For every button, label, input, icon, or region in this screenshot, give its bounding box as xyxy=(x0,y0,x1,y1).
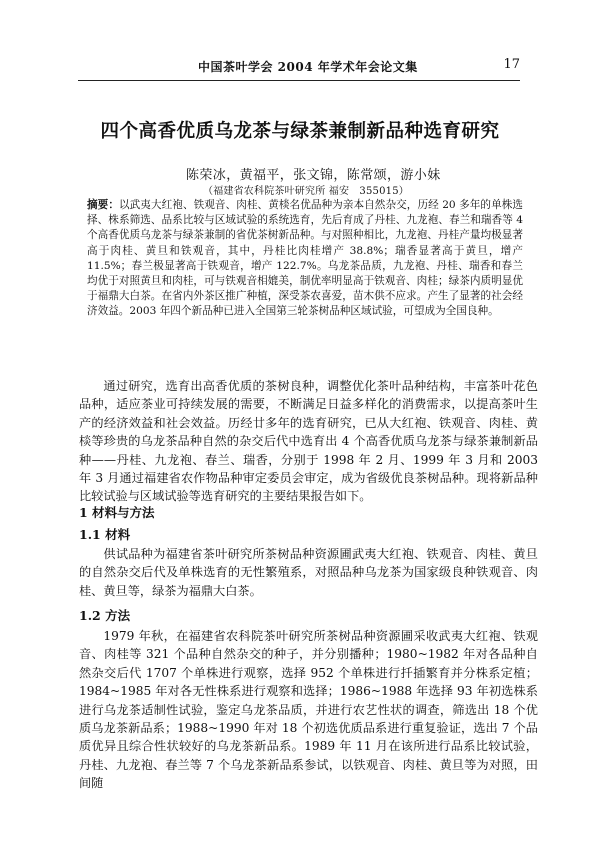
abstract-label: 摘要： xyxy=(87,199,119,211)
intro-paragraph: 通过研究，选育出高香优质的茶树良种，调整优化茶叶品种结构，丰富茶叶花色品种，适应茶业可持续发展的需要，不断满足日益多样化的消费需求，以提高茶叶生产的经济效益和社会效益。历经廿多年的选育研究，已从大红袍、铁观音、肉桂、黄棪等珍贵的乌龙茶品种自然的杂交后代中选育出 4 个高香优质乌龙茶与绿茶兼制新品种——丹桂、九龙袍、春兰、瑞香，分别于 1998 年 2 月、1999 年 3 月和 2003 年 3 月通过福建省农作物品种审定委员会审定，成为省级优良茶树品种。现将新品种比较试验与区域试验等选育研究的主要结果报告如下。 xyxy=(79,379,538,504)
abstract xyxy=(87,198,523,320)
page-number: 17 xyxy=(503,57,520,72)
paper-title: 四个高香优质乌龙茶与绿茶兼制新品种选育研究 xyxy=(100,121,500,142)
running-header xyxy=(78,58,520,81)
author-list: 陈荣冰，黄福平，张文锦，陈常颂，游小妹 xyxy=(186,168,441,183)
section-heading-materials-methods: 1 材料与方法 xyxy=(79,505,155,520)
subsection-heading-methods: 1.2 方法 xyxy=(79,608,131,623)
affiliation: （福建省农科院茶叶研究所 福安 355015） xyxy=(203,186,409,197)
methods-paragraph: 1979 年秋，在福建省农科院茶叶研究所茶树品种资源圃采收武夷大红袍、铁观音、肉桂等 321 个品种自然杂交的种子，并分别播种；1980~1982 年对各品种自然杂交后代 1707 个单株进行观察，选择 952 个单株进行扦插繁育并分株系定植；1984~1985 年对各无性株系进行观察和选择；1986~1988 年选择 93 年初选株系进行乌龙茶适制性试验，鉴定乌龙茶品质，并进行农艺性状的调查，筛选出 18 个优质乌龙茶新品系；1988~1990 年对 18 个初选优质品系进行重复验证，选出 7 个品质优异且综合性状较好的乌龙茶新品系。1989 年 11 月在该所进行品系比较试验，丹桂、九龙袍、春兰等 7 个乌龙茶新品系参试，以铁观音、肉桂、黄旦等为对照，田间随 xyxy=(79,629,538,791)
subsection-heading-materials: 1.1 材料 xyxy=(79,527,131,542)
abstract-text: 以武夷大红袍、铁观音、肉桂、黄棪名优品种为亲本自然杂交，历经 20 多年的单株选择、株系筛选、品系比较与区域试验的系统选育，先后育成了丹桂、九龙袍、春兰和瑞香等 4 个高香优质乌龙茶与绿茶兼制的省优茶树新品种。与对照种相比，九龙袍、丹桂产量均极显著高于肉桂、黄旦和铁观音，其中，丹桂比肉桂增产 38.8%；瑞香显著高于黄旦，增产 11.5%；春兰极显著高于铁观音，增产 122.7%。乌龙茶品质，九龙袍、丹桂、瑞香和春兰均优于对照黄旦和肉桂，可与铁观音相媲美，制优率明显高于铁观音、肉桂；绿茶内质明显优于福鼎大白茶。在省内外茶区推广种植，深受茶农喜爱，苗木供不应求。产生了显著的社会经济效益。2003 年四个新品种已进入全国第三轮茶树品种区域试验，可望成为全国良种。 xyxy=(87,199,523,318)
materials-paragraph: 供试品种为福建省茶叶研究所茶树品种资源圃武夷大红袍、铁观音、肉桂、黄旦的自然杂交后代及单株选育的无性繁殖系，对照品种乌龙茶为国家级良种铁观音、肉桂、黄旦等，绿茶为福鼎大白茶。 xyxy=(79,547,538,598)
running-title: 中国茶叶学会 2004 年学术年会论文集 xyxy=(198,60,418,74)
